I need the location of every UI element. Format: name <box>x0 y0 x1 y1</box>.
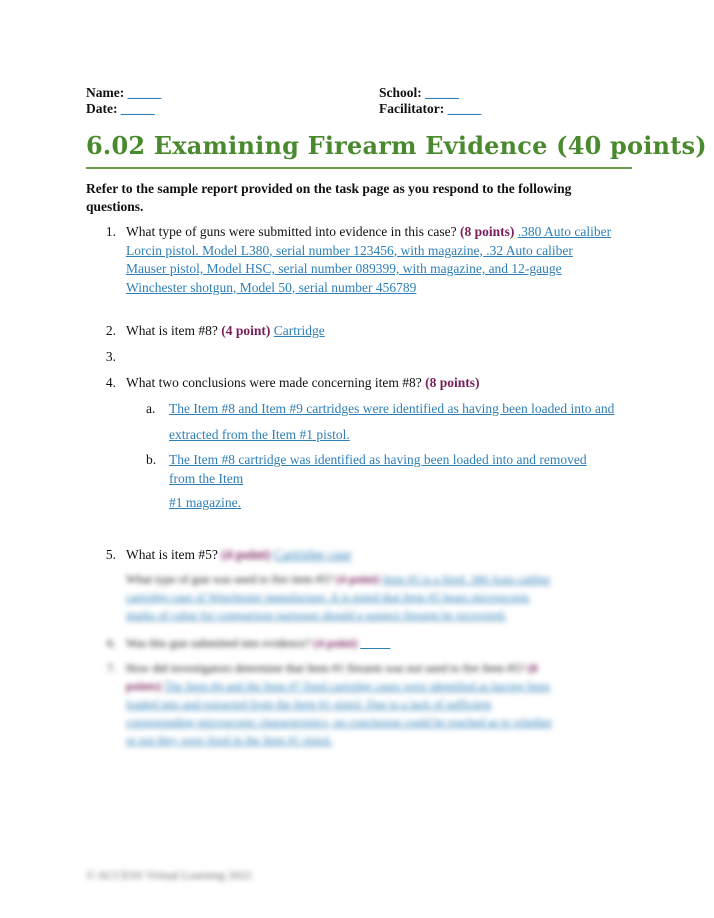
facilitator-field <box>379 101 481 117</box>
title-divider <box>86 167 632 169</box>
points-label: (8 <box>527 661 538 675</box>
instructions: Refer to the sample report provided on the task page as you respond to the following questions. <box>86 181 572 214</box>
page-title: 6.02 Examining Firearm Evidence (40 points) <box>86 131 707 160</box>
school-field <box>379 85 459 101</box>
date-field <box>86 101 155 117</box>
question-text: What is item #8? <box>126 323 218 338</box>
question-text: What two conclusions were made concerning item #8? <box>126 375 422 390</box>
facilitator-label: Facilitator: <box>379 101 445 116</box>
answer-text[interactable]: The Item #8 and Item #9 cartridges were identified as having been loaded into and <box>169 401 615 416</box>
answer-text[interactable]: Mauser pistol, Model HSC, serial number 089399, with magazine, and 12-gauge <box>126 261 562 276</box>
answer-text[interactable]: marks of value for comparison purposes should a suspect firearm be recovered. <box>126 608 507 622</box>
school-label: School: <box>379 85 422 100</box>
points-label: (8 points) <box>425 375 480 390</box>
sub-letter: b. <box>146 452 157 467</box>
facilitator-blank[interactable]: _____ <box>447 101 482 116</box>
points-label: (4 point) <box>335 572 380 586</box>
answer-text[interactable]: #1 magazine. <box>169 495 241 510</box>
answer-text[interactable]: or not they were fired in the Item #1 pistol. <box>126 733 333 747</box>
answer-text[interactable]: Lorcin pistol. Model L380, serial number 123456, with magazine, .32 Auto caliber <box>126 242 573 258</box>
answer-text[interactable]: extracted from the Item #1 pistol. <box>169 426 350 442</box>
answer-text[interactable]: Item #5 is a fired .380 Auto caliber <box>382 572 551 586</box>
name-field <box>86 85 161 101</box>
question-text: Was this gun submitted into evidence? <box>126 636 311 650</box>
question-number: 3. <box>105 349 116 364</box>
question-text: What is item #5? <box>126 547 218 562</box>
points-label: (4 point) <box>313 636 358 650</box>
school-blank[interactable]: _____ <box>425 85 459 100</box>
points-label: points) <box>126 679 162 693</box>
points-label: (4 point) <box>221 547 271 562</box>
question-number: 6. <box>107 636 116 650</box>
answer-text[interactable]: corresponding microscopic characteristics, no conclusion could be reached as to whether <box>126 715 553 729</box>
sub-letter: a. <box>146 401 156 416</box>
question-number: 7. <box>107 661 116 675</box>
date-label: Date: <box>86 101 118 116</box>
question-text: What type of guns were submitted into evidence in this case? <box>126 224 457 239</box>
answer-text[interactable]: Cartridge <box>273 323 325 338</box>
question-number: 2. <box>105 323 116 338</box>
answer-text[interactable]: .380 Auto caliber <box>517 224 612 239</box>
footer-copyright: © ACCESS Virtual Learning 2021 <box>86 868 253 882</box>
question-number: 5. <box>105 547 116 562</box>
answer-text[interactable]: loaded into and extracted from the Item #1 pistol. Due to a lack of sufficient <box>126 697 492 711</box>
question-text: How did investigators determine that Item #1 firearm was not used to fire Item #5? <box>126 661 525 675</box>
answer-text[interactable]: _____ <box>360 636 391 650</box>
points-label: (8 points) <box>460 224 515 239</box>
question-5-followup <box>126 570 636 624</box>
name-blank[interactable]: _____ <box>127 85 162 100</box>
question-text: What type of gun was used to fire item #5? <box>126 572 333 586</box>
answer-text[interactable]: The Item #8 cartridge was identified as having been loaded into and removed <box>169 452 587 467</box>
question-number: 1. <box>105 224 116 239</box>
points-label: (4 point) <box>221 323 271 338</box>
answer-text[interactable]: from the Item <box>169 470 244 486</box>
question-number: 4. <box>105 375 116 390</box>
answer-text[interactable]: The Item #4 and the Item #7 fired cartridge cases were identified as having been <box>164 679 550 693</box>
answer-text[interactable]: cartridge case of Winchester manufacture. It is noted that Item #5 bears microscopic <box>126 590 531 604</box>
answer-text[interactable]: Winchester shotgun, Model 50, serial number 456789 <box>126 279 417 295</box>
answer-text[interactable]: Cartridge case <box>273 547 352 562</box>
date-blank[interactable]: _____ <box>120 101 155 116</box>
name-label: Name: <box>86 85 125 100</box>
